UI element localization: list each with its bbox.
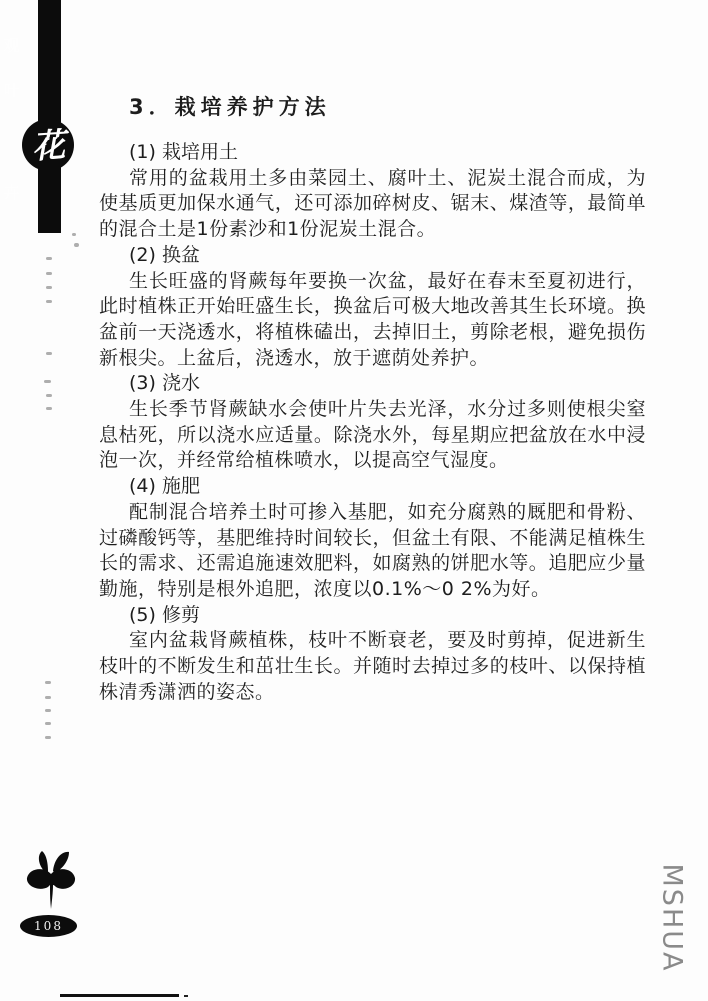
page-title: 3．栽培养护方法 [129,95,331,119]
page-number-badge [20,915,77,937]
scan-speck [46,352,52,355]
scan-speck [46,272,52,275]
footer-rule-dot [184,995,188,997]
section-paragraph-3: 生长季节肾蕨缺水会使叶片失去光泽，水分过多则使根尖窒息枯死，所以浇水应适量。除浇水外，每星期应把盆放在水中浸泡一次，并经常给植株喷水，以提高空气湿度。 [99,398,646,472]
spine-char-hua: 花 [30,124,66,166]
section-paragraph-2: 生长旺盛的肾蕨每年要换一次盆，最好在春末至夏初进行，此时植株正开始旺盛生长，换盆后可极大地改善其生长环境。换盆前一天浇透水，将植株磕出，去掉旧土，剪除老根，避免损伤新根尖。上盆后，浇透水，放于遮荫处养护。 [99,269,646,369]
spine-flower-medallion [22,119,74,171]
section-heading-4: (4) 施肥 [129,475,200,498]
spine-char-guan: 观 [3,36,20,55]
scan-speck [45,722,51,725]
page-number: 108 [34,919,63,933]
section-paragraph-4: 配制混合培养土时可掺入基肥，如充分腐熟的厩肥和骨粉、过磷酸钙等，基肥维持时间较长，但盆土有限、不能满足植株生长的需求、还需追施速效肥料，如腐熟的饼肥水等。追肥应少量勤施，特别是根外追肥，浓度以0.1%～0 2%为好。 [99,500,646,600]
scan-speck [44,380,51,383]
scan-speck [46,300,52,303]
scan-speck [46,257,52,260]
watermark-text: MSHUA [656,863,688,973]
section-paragraph-5: 室内盆栽肾蕨植株，枝叶不断衰老，要及时剪掉，促进新生枝叶的不断发生和茁壮生长。并随时去掉过多的枝叶、以保持植株清秀潇洒的姿态。 [99,629,646,703]
footer-rule [60,994,179,997]
scan-speck [72,233,76,236]
section-paragraph-1: 常用的盆栽用土多由菜园土、腐叶土、泥炭土混合而成，为使基质更加保水通气，还可添加碎树皮、锯末、煤渣等，最简单的混合土是1份素沙和1份泥炭土混合。 [99,166,646,241]
scan-speck [46,407,52,410]
section-heading-1: (1) 栽培用土 [129,141,238,163]
book-spine-bar [38,0,61,233]
spine-char-hui: 卉 [3,183,20,202]
sprout-logo-icon [24,849,78,911]
scan-speck [45,736,51,739]
spine-char-ye: 叶 [3,81,20,100]
scan-speck [45,681,51,684]
section-heading-2: (2) 换盆 [129,243,200,266]
page-body [99,92,646,705]
scan-speck [45,696,51,699]
scan-speck [74,243,79,247]
section-heading-3: (3) 浇水 [129,372,200,395]
section-heading-5: (5) 修剪 [129,603,200,626]
scan-speck [46,394,52,397]
scan-speck [45,709,51,712]
scan-speck [46,286,52,289]
